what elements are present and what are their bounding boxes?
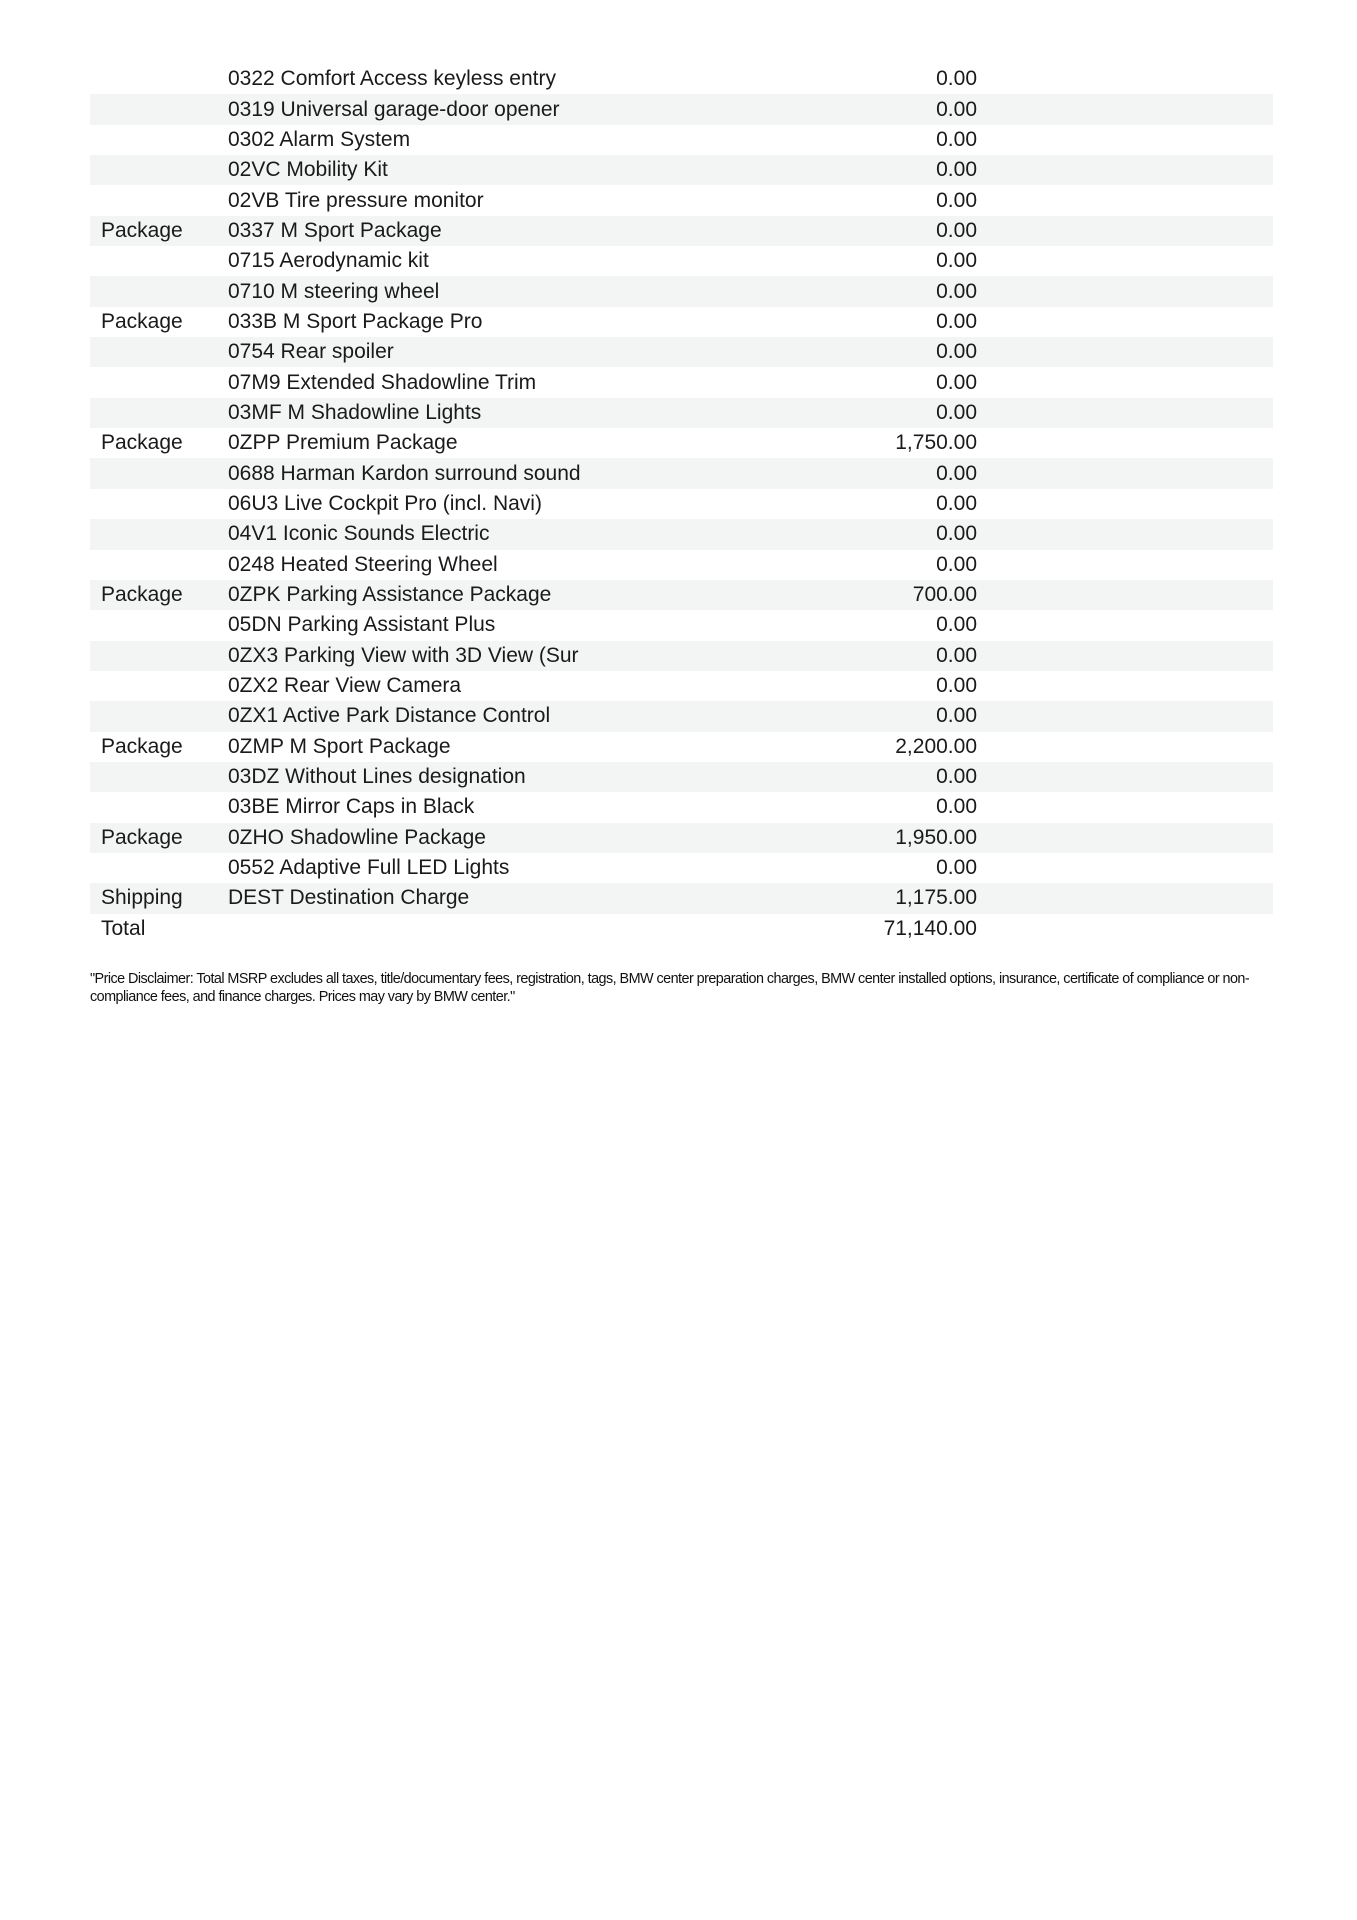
price-disclaimer: "Price Disclaimer: Total MSRP excludes all taxes, title/documentary fees, registration, tags, BMW center preparation charges, BMW center installed options, insurance, certificate of compliance or non-compliance fees, and finance charges. Prices may vary by BMW center." [90,970,1250,1005]
table-row [90,489,1273,519]
table-row [90,155,1273,185]
row-price: 2,200.00 [895,734,977,758]
row-description: 0ZX3 Parking View with 3D View (Sur [228,643,579,667]
table-row [90,580,1273,610]
table-row [90,853,1273,883]
row-description: 07M9 Extended Shadowline Trim [228,370,537,394]
row-price: 0.00 [936,704,977,728]
row-price: 0.00 [936,97,977,121]
table-row [90,519,1273,549]
row-price: 0.00 [936,613,977,637]
row-description: 0337 M Sport Package [228,218,442,242]
row-category: Package [101,431,183,455]
row-price: 0.00 [936,218,977,242]
row-description: 0ZPP Premium Package [228,431,458,455]
row-description: 03BE Mirror Caps in Black [228,795,475,819]
table-row [90,337,1273,367]
table-row [90,185,1273,215]
row-category: Package [101,309,183,333]
row-description: 03MF M Shadowline Lights [228,400,482,424]
table-row [90,610,1273,640]
row-description: 0688 Harman Kardon surround sound [228,461,581,485]
row-description: 0ZX2 Rear View Camera [228,674,462,698]
row-price: 1,175.00 [895,886,977,910]
table-row [90,458,1273,488]
table-row [90,641,1273,671]
row-description: 0ZHO Shadowline Package [228,825,486,849]
row-category: Package [101,825,183,849]
row-category: Package [101,583,183,607]
row-description: 06U3 Live Cockpit Pro (incl. Navi) [228,491,542,515]
row-price: 0.00 [936,400,977,424]
row-description: 03DZ Without Lines designation [228,765,526,789]
table-row [90,914,1273,944]
table-row [90,125,1273,155]
row-price: 0.00 [936,309,977,333]
table-row [90,64,1273,94]
row-description: 04V1 Iconic Sounds Electric [228,522,490,546]
row-category: Package [101,734,183,758]
table-row [90,823,1273,853]
row-price: 0.00 [936,795,977,819]
row-price: 0.00 [936,461,977,485]
row-description: 02VC Mobility Kit [228,158,388,182]
table-row [90,94,1273,124]
table-row [90,246,1273,276]
row-category: Package [101,218,183,242]
row-description: 033B M Sport Package Pro [228,309,483,333]
row-description: 0710 M steering wheel [228,279,440,303]
row-price: 0.00 [936,158,977,182]
row-price: 0.00 [936,370,977,394]
table-row [90,428,1273,458]
row-description: 0322 Comfort Access keyless entry [228,67,556,91]
row-price: 1,950.00 [895,825,977,849]
row-price: 0.00 [936,552,977,576]
row-description: 05DN Parking Assistant Plus [228,613,496,637]
row-price: 700.00 [912,583,977,607]
row-description: 0302 Alarm System [228,127,411,151]
table-row [90,398,1273,428]
row-description: 0ZX1 Active Park Distance Control [228,704,551,728]
row-description: 0754 Rear spoiler [228,340,394,364]
row-price: 0.00 [936,765,977,789]
table-row [90,276,1273,306]
table-row [90,732,1273,762]
table-row [90,307,1273,337]
row-description: 0715 Aerodynamic kit [228,249,429,273]
row-price: 0.00 [936,643,977,667]
options-price-list [90,64,1273,1006]
row-price: 0.00 [936,67,977,91]
row-category: Shipping [101,886,183,910]
row-price: 71,140.00 [883,916,977,940]
row-description: 0552 Adaptive Full LED Lights [228,856,510,880]
row-description: 0319 Universal garage-door opener [228,97,560,121]
row-price: 0.00 [936,674,977,698]
table-row [90,701,1273,731]
row-price: 1,750.00 [895,431,977,455]
options-table [90,64,1273,944]
row-description: 0ZMP M Sport Package [228,734,451,758]
table-row [90,762,1273,792]
row-description: 02VB Tire pressure monitor [228,188,484,212]
table-row [90,367,1273,397]
row-price: 0.00 [936,127,977,151]
table-row [90,216,1273,246]
table-row [90,792,1273,822]
row-price: 0.00 [936,279,977,303]
row-price: 0.00 [936,491,977,515]
row-price: 0.00 [936,522,977,546]
table-row [90,883,1273,913]
table-row [90,671,1273,701]
row-description: DEST Destination Charge [228,886,470,910]
row-price: 0.00 [936,856,977,880]
row-category: Total [101,916,146,940]
row-price: 0.00 [936,188,977,212]
table-row [90,550,1273,580]
row-price: 0.00 [936,340,977,364]
row-description: 0248 Heated Steering Wheel [228,552,498,576]
row-price: 0.00 [936,249,977,273]
row-description: 0ZPK Parking Assistance Package [228,583,552,607]
